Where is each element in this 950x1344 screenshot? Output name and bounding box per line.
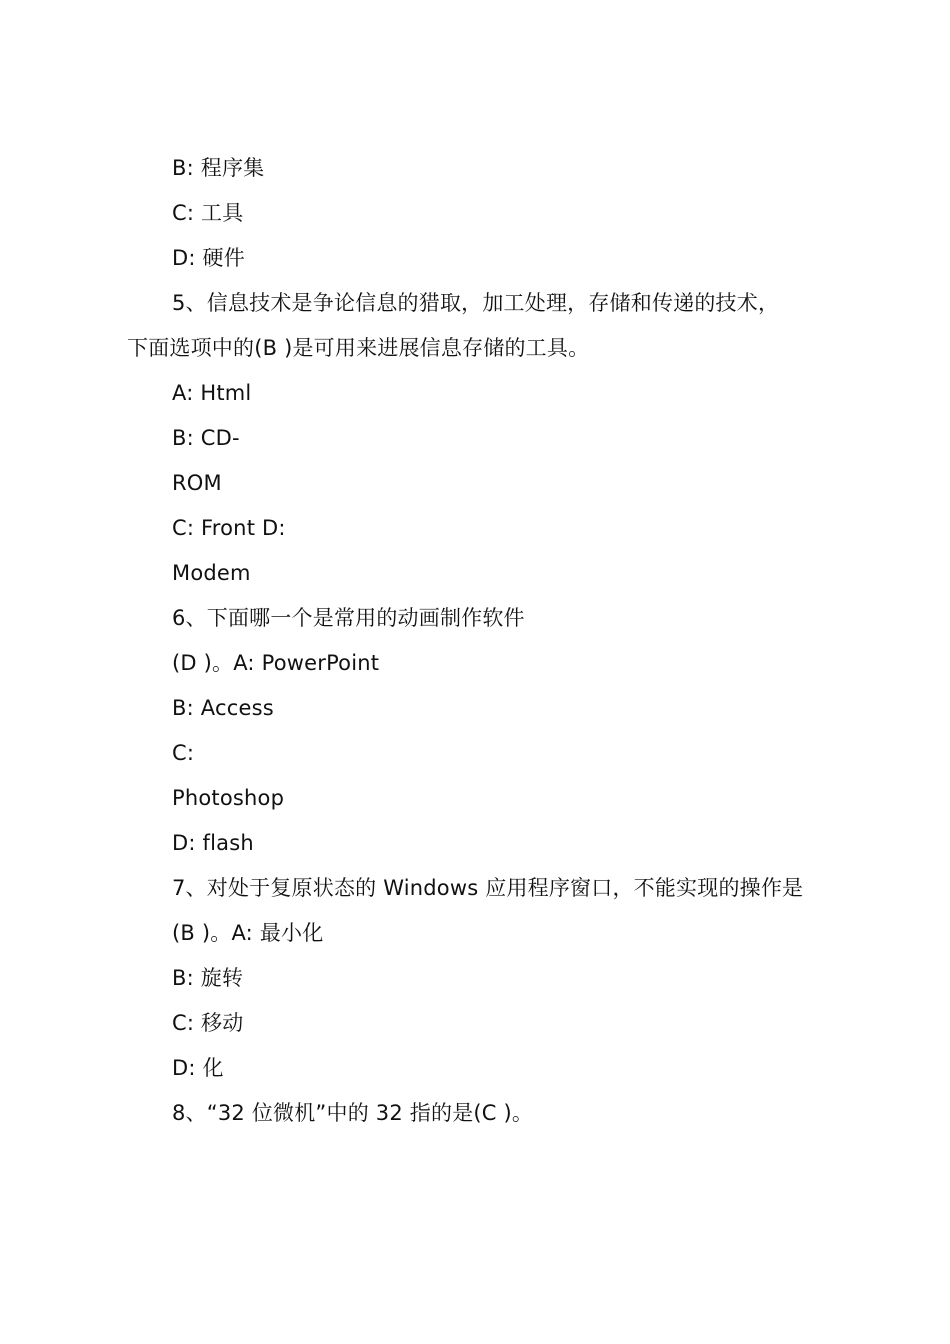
question-6-option-c: C: <box>172 741 195 765</box>
question-7-answer-option-a: (B )。A: 最小化 <box>172 921 324 945</box>
question-7-text: 7、对处于复原状态的 Windows 应用程序窗口，不能实现的操作是 <box>172 876 804 900</box>
question-5-option-c-d: C: Front D: <box>172 516 286 540</box>
question-5-option-b: B: CD- <box>172 426 240 450</box>
question-7-option-b: B: 旋转 <box>172 966 244 990</box>
question-7-option-d: D: 化 <box>172 1056 224 1080</box>
question-5-option-d-continued: Modem <box>172 561 251 585</box>
question-5-text-continued: 下面选项中的(B )是可用来进展信息存储的工具。 <box>127 336 590 360</box>
question-8-text: 8、“32 位微机”中的 32 指的是(C )。 <box>172 1101 534 1125</box>
question-6-option-c-continued: Photoshop <box>172 786 285 810</box>
question-5-text: 5、信息技术是争论信息的猎取，加工处理，存储和传递的技术， <box>172 291 780 315</box>
option-d-line: D: 硬件 <box>172 246 245 270</box>
question-7-option-c: C: 移动 <box>172 1011 244 1035</box>
option-b-line: B: 程序集 <box>172 156 265 180</box>
question-6-option-b: B: Access <box>172 696 274 720</box>
question-5-option-b-continued: ROM <box>172 471 222 495</box>
question-6-text: 6、下面哪一个是常用的动画制作软件 <box>172 606 525 630</box>
option-c-line: C: 工具 <box>172 201 244 225</box>
question-6-option-d: D: flash <box>172 831 254 855</box>
question-5-option-a: A: Html <box>172 381 252 405</box>
question-6-answer-option-a: (D )。A: PowerPoint <box>172 651 380 675</box>
